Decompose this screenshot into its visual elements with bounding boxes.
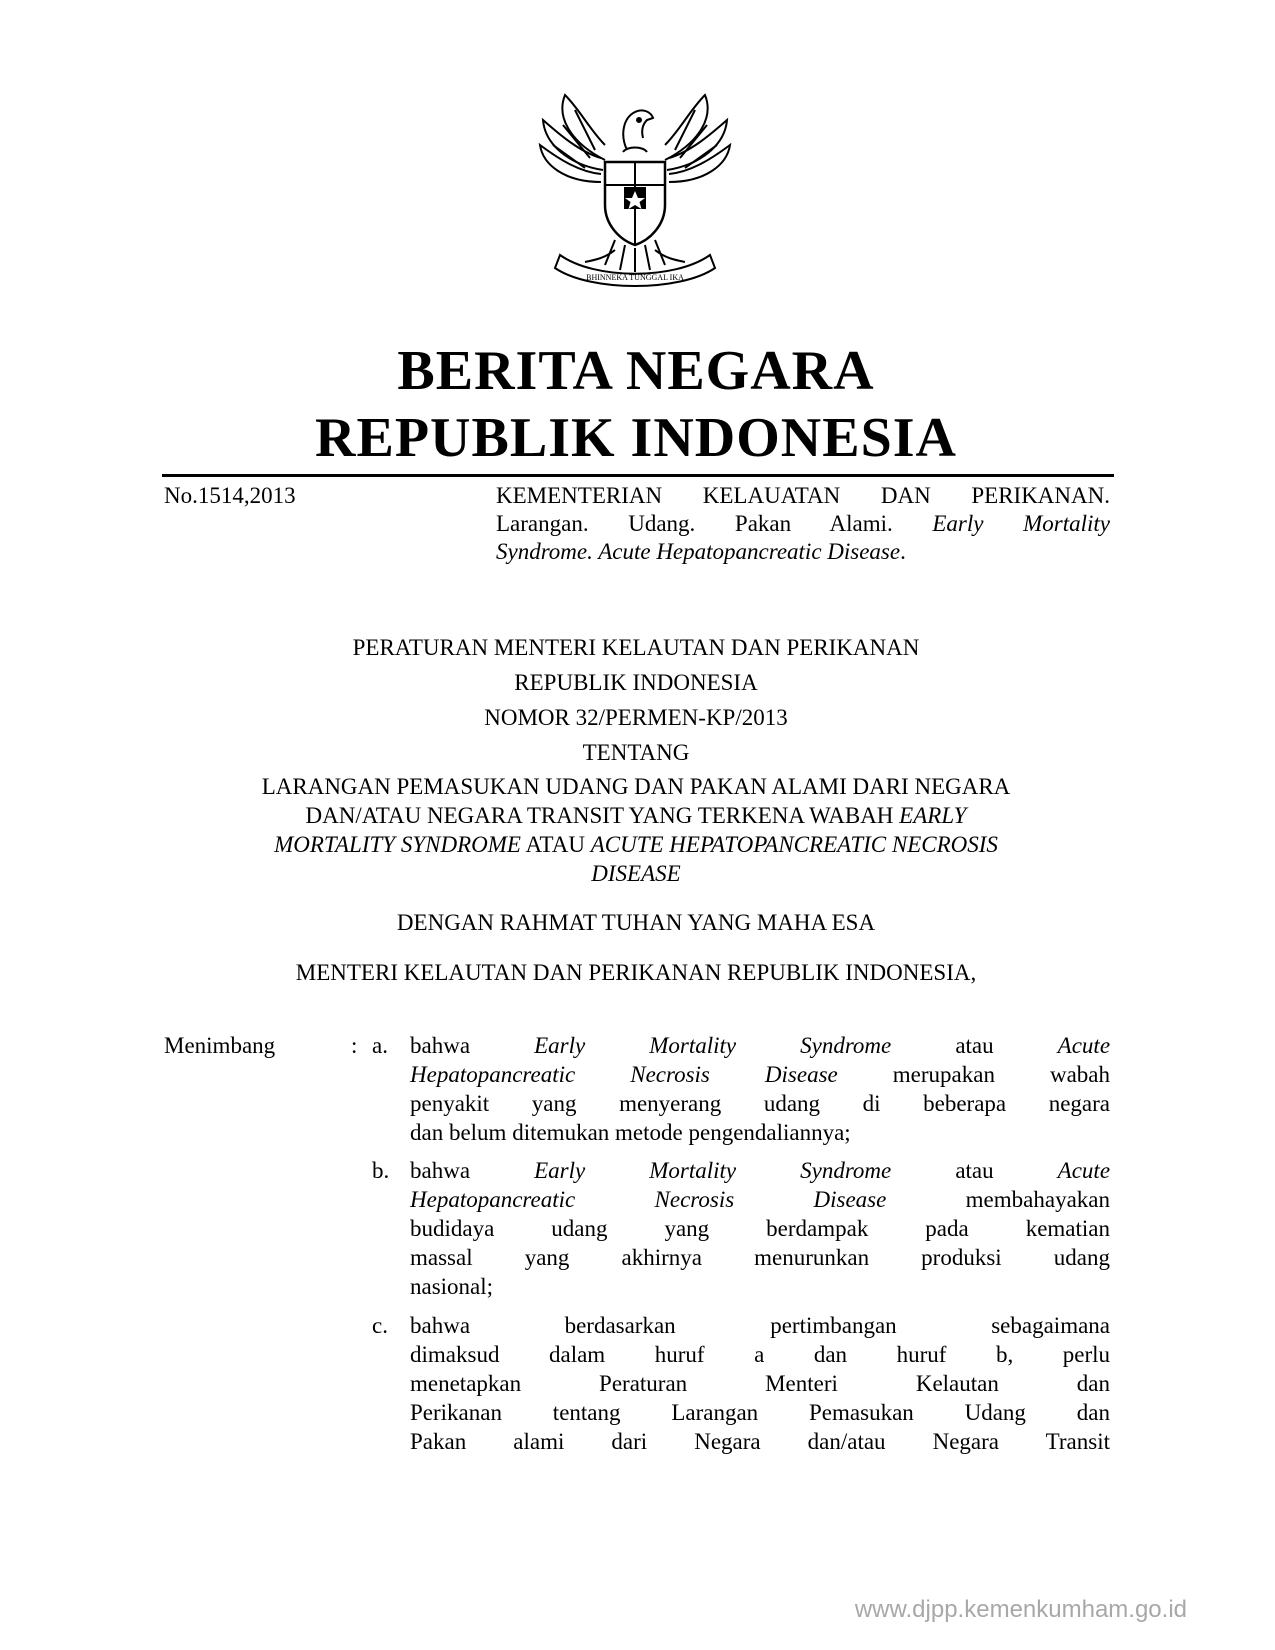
gazette-number: No.1514,2013 xyxy=(164,483,296,508)
minister-statement: MENTERI KELAUTAN DAN PERIKANAN REPUBLIK INDONESIA, xyxy=(295,960,977,985)
consideration-item-b: bahwa Early Mortality Syndrome atau Acute Hepatopancreatic Necrosis Disease membahayakan budidaya udang yang berdampak pada kematian massal yang akhirnya menurunkan produksi udang nasional; xyxy=(410,1158,1111,1299)
desc-line: Syndrome. Acute Hepatopancreatic Disease. xyxy=(496,539,906,564)
item-letter-c: c. xyxy=(372,1313,388,1338)
regulation-title: LARANGAN PEMASUKAN UDANG DAN PAKAN ALAMI DARI NEGARA DAN/ATAU NEGARA TRANSIT YANG TERKENA WABAH EARLY MORTALITY SYNDROME ATAU ACUTE HEPATOPANCREATIC NECROSIS DISEASE xyxy=(261,774,1011,886)
consideration-item-a: bahwa Early Mortality Syndrome atau Acute Hepatopancreatic Necrosis Disease merupakan wabah penyakit yang menyerang udang di beberapa negara dan belum ditemukan metode pengendaliannya; xyxy=(410,1033,1111,1145)
regulation-heading: PERATURAN MENTERI KELAUTAN DAN PERIKANAN xyxy=(352,635,920,660)
desc-line: Larangan. Udang. Pakan Alami. Early Mortality xyxy=(496,511,1110,536)
source-watermark: www.djpp.kemenkumham.go.id xyxy=(854,1596,1187,1623)
item-letter-b: b. xyxy=(372,1158,390,1183)
regulation-about: TENTANG xyxy=(582,740,690,765)
garuda-emblem-icon xyxy=(535,90,735,295)
regulation-country: REPUBLIK INDONESIA xyxy=(514,670,758,695)
section-colon: : xyxy=(351,1033,358,1058)
masthead-subtitle: REPUBLIK INDONESIA xyxy=(315,407,957,469)
regulation-number: NOMOR 32/PERMEN-KP/2013 xyxy=(484,705,788,730)
section-label-menimbang: Menimbang xyxy=(164,1033,276,1058)
masthead-title: BERITA NEGARA xyxy=(397,340,875,402)
item-letter-a: a. xyxy=(372,1033,388,1058)
consideration-item-c: bahwa berdasarkan pertimbangan sebagaimana dimaksud dalam huruf a dan huruf b, perlu menetapkan Peraturan Menteri Kelautan dan Perikanan tentang Larangan Pemasukan Udang dan Pakan alami dari Negara dan/atau Negara Transit xyxy=(410,1313,1110,1454)
emblem-motto: BHINNEKA TUNGGAL IKA xyxy=(586,273,684,282)
header-divider xyxy=(162,474,1114,477)
grace-statement: DENGAN RAHMAT TUHAN YANG MAHA ESA xyxy=(396,910,876,935)
desc-line: KEMENTERIAN KELAUATAN DAN PERIKANAN. xyxy=(496,483,1110,508)
gazette-description xyxy=(496,482,1110,566)
